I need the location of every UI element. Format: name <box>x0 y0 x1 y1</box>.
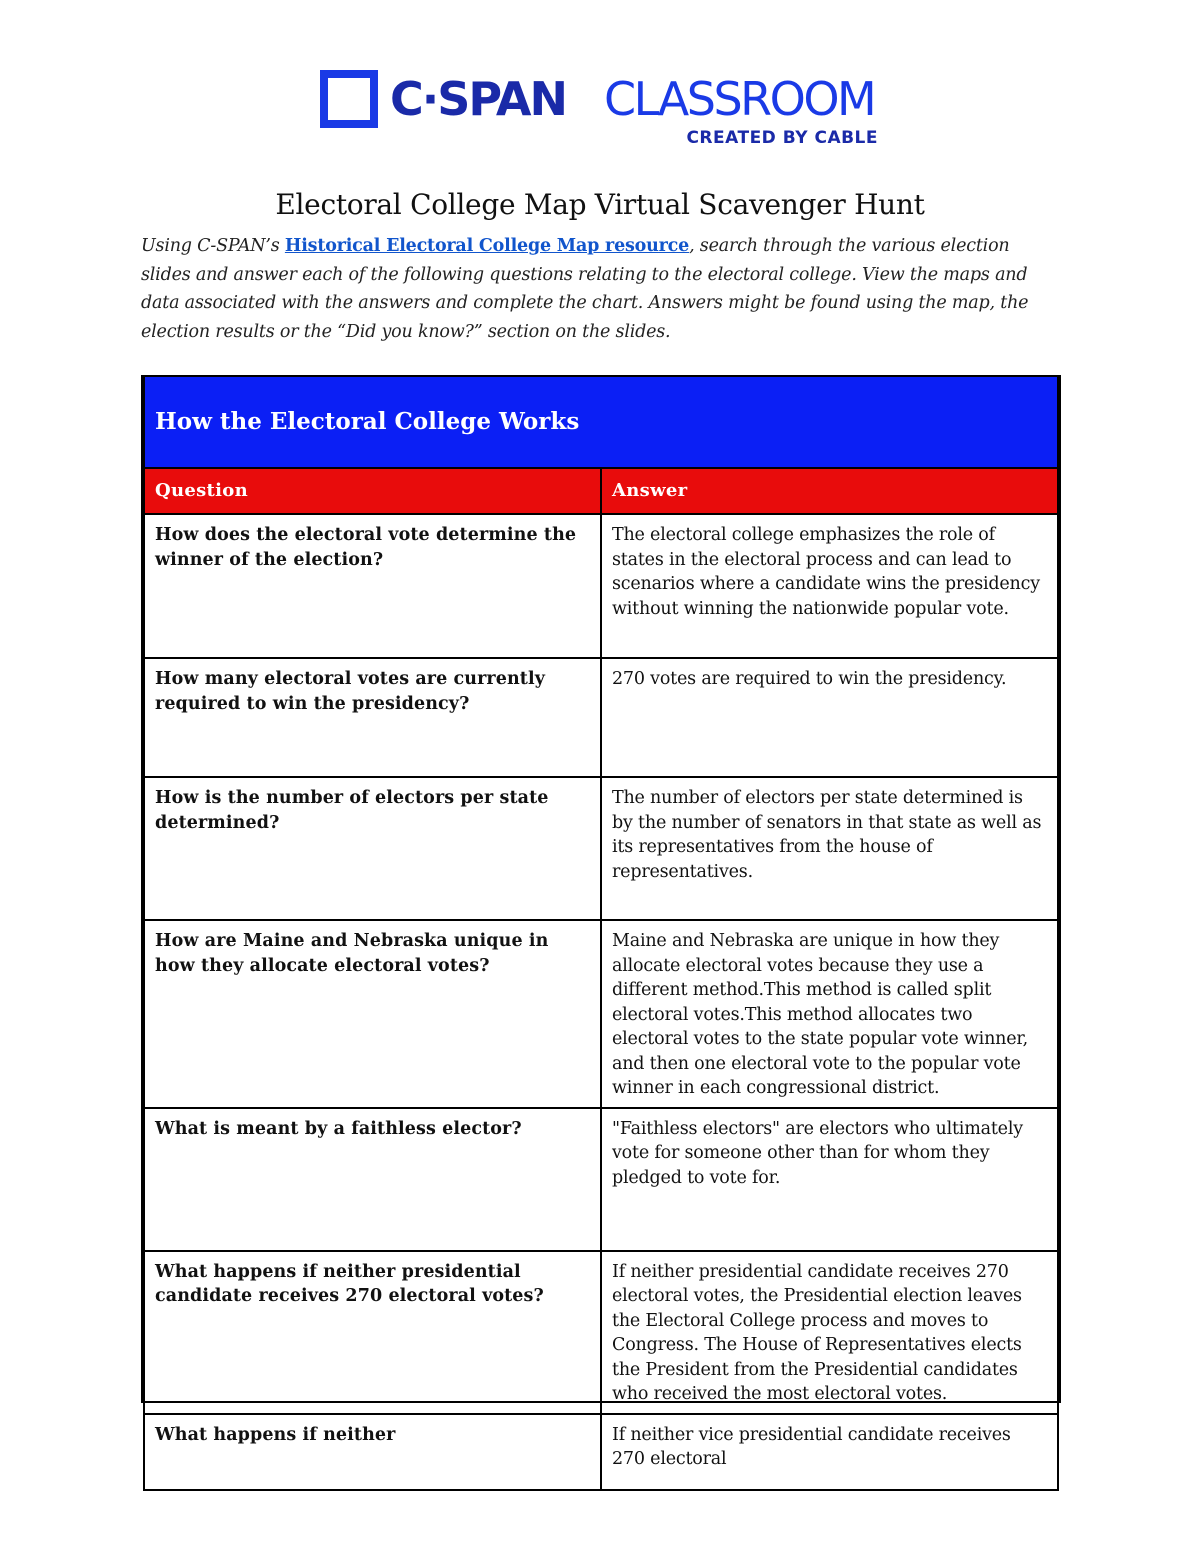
answer-cell: If neither vice presidential candidate receives 270 electoral <box>601 1414 1058 1490</box>
column-header-question: Question <box>144 468 601 514</box>
intro-suffix: , search through the various election slides and answer each of the following questions relating to the electoral college. View the maps and data associated with the answers and complete the chart. Answers might be found using the map, the election results or the “Did you know?” section on the slides. <box>141 236 1029 342</box>
answer-cell: If neither presidential candidate receives 270 electoral votes, the Presidential election leaves the Electoral College process and moves to Congress. The House of Representatives elects the President from the Presidential candidates who received the most electoral votes. <box>601 1251 1058 1414</box>
table-row <box>144 1108 1058 1251</box>
table-row <box>144 514 1058 658</box>
column-header-answer: Answer <box>601 468 1058 514</box>
table-row <box>144 658 1058 777</box>
electoral-college-table <box>141 375 1061 1469</box>
cspan-classroom-logo <box>320 70 890 160</box>
answer-cell: Maine and Nebraska are unique in how they allocate electoral votes because they use a different method.This method is called split electoral votes.This method allocates two electoral votes to the state popular vote winner, and then one electoral vote to the popular vote winner in each congressional district. <box>601 920 1058 1108</box>
answer-cell: 270 votes are required to win the presidency. <box>601 658 1058 777</box>
table-row <box>144 1414 1058 1490</box>
table-heading: How the Electoral College Works <box>144 376 1058 468</box>
question-cell: How does the electoral vote determine the winner of the election? <box>144 514 601 658</box>
historical-map-link[interactable]: Historical Electoral College Map resource <box>284 236 690 256</box>
question-cell: What happens if neither <box>144 1414 601 1490</box>
logo-product: CLASSROOM <box>604 72 875 126</box>
table-row <box>144 777 1058 920</box>
logo-tagline: CREATED BY CABLE <box>686 128 878 148</box>
table-heading-row <box>144 376 1058 468</box>
table-row <box>144 920 1058 1108</box>
page-title: Electoral College Map Virtual Scavenger Hunt <box>275 188 925 221</box>
question-cell: How many electoral votes are currently required to win the presidency? <box>144 658 601 777</box>
logo-square-icon <box>320 70 378 128</box>
question-cell: What is meant by a faithless elector? <box>144 1108 601 1251</box>
answer-cell: "Faithless electors" are electors who ultimately vote for someone other than for whom they pledged to vote for. <box>601 1108 1058 1251</box>
column-header-row <box>144 468 1058 514</box>
question-cell: What happens if neither presidential candidate receives 270 electoral votes? <box>144 1251 601 1414</box>
question-cell: How is the number of electors per state determined? <box>144 777 601 920</box>
answer-cell: The electoral college emphasizes the role of states in the electoral process and can lead to scenarios where a candidate wins the presidency without winning the nationwide popular vote. <box>601 514 1058 658</box>
table-row <box>144 1251 1058 1414</box>
answer-cell: The number of electors per state determined is by the number of senators in that state as well as its representatives from the house of representatives. <box>601 777 1058 920</box>
question-cell: How are Maine and Nebraska unique in how they allocate electoral votes? <box>144 920 601 1108</box>
intro-prefix: Using C-SPAN’s <box>141 236 285 256</box>
logo-brand: C·SPAN <box>390 72 566 126</box>
intro-paragraph <box>141 232 1061 346</box>
